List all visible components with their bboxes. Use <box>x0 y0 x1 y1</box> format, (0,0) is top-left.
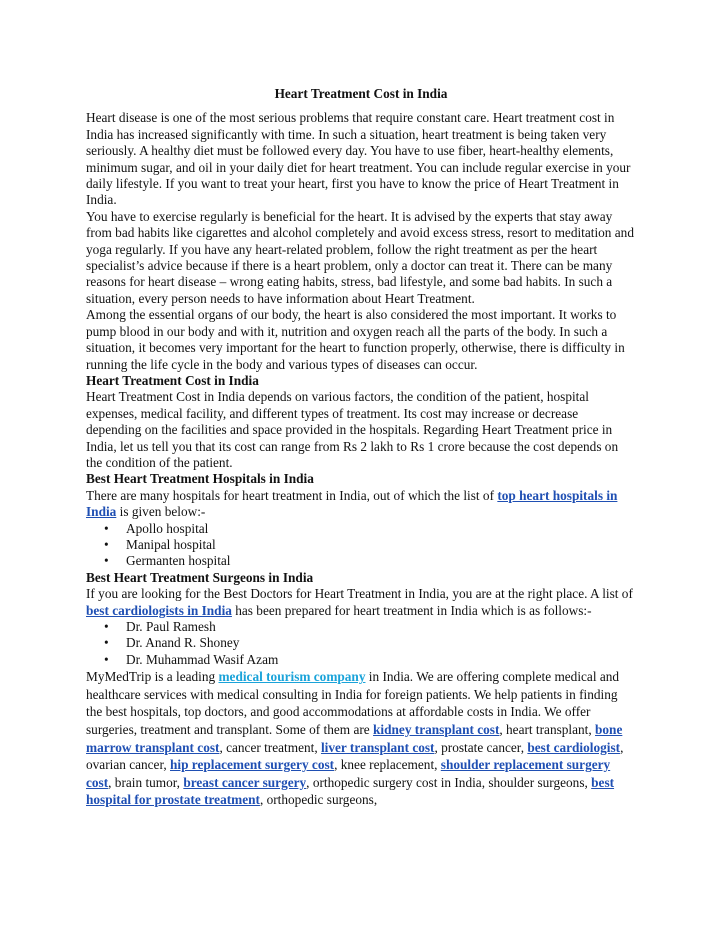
paragraph-hospitals <box>86 488 636 521</box>
closing-text-4: , cancer treatment, <box>219 739 321 755</box>
closing-text-5: , prostate cancer, <box>434 739 528 755</box>
paragraph-surgeons <box>86 586 636 619</box>
closing-text-7: , knee replacement, <box>334 757 441 773</box>
paragraph-cost: Heart Treatment Cost in India depends on various factors, the condition of the patient, hospital expenses, medical facility, and different types of treatment. Its cost may increase or decrease depending on the facilities and space provided in the hospitals. Regarding Heart Treatment price in India, let us tell you that its cost can range from Rs 2 lakh to Rs 1 crore because the cost depends on the condition of the patient. <box>86 389 619 470</box>
paragraph-intro: Heart disease is one of the most serious problems that require constant care. Heart treatment cost in India has increased significantly with time. In such a situation, heart treatment is being taken very seriously. A healthy diet must be followed every day. You have to use fiber, heart-healthy elements, minimum sugar, and oil in your daily diet for heart treatment. You can include regular exercise in your daily lifestyle. If you want to treat your heart, first you have to know the price of Heart Treatment in India. <box>86 110 631 208</box>
paragraph-exercise: You have to exercise regularly is beneficial for the heart. It is advised by the experts that stay away from bad habits like cigarettes and alcohol completely and avoid excess stress, resort to meditation and yoga regularly. If you have any heart-related problem, follow the right treatment as per the heart specialist’s advice because if there is a heart problem, only a doctor can treat it. There can be many reasons for heart disease – wrong eating habits, stress, bad lifestyle, and some bad habits. In such a situation, every person needs to have information about Heart Treatment. <box>86 208 634 306</box>
closing-text-9: , orthopedic surgery cost in India, shoulder surgeons, <box>306 774 592 790</box>
paragraph-organs: Among the essential organs of our body, the heart is also considered the most important. It works to pump blood in our body and with it, nutrition and oxygen reach all the parts of the body. In such a situation, it becomes very important for the heart to function properly, otherwise, there is difficulty in running the life cycle in the body and various types of diseases can occur. <box>86 307 625 372</box>
breast-cancer-surgery-link[interactable]: breast cancer surgery <box>183 774 307 790</box>
list-item: • Dr. Anand R. Shoney <box>126 635 636 651</box>
best-cardiologists-link[interactable]: best cardiologists in India <box>86 602 232 618</box>
closing-text-6: , ovarian cancer, <box>86 739 624 773</box>
kidney-transplant-link[interactable]: kidney transplant cost <box>373 722 500 737</box>
list-item: • Apollo hospital <box>126 521 636 537</box>
closing-text-3: , heart transplant, <box>499 722 596 737</box>
closing-text-1: MyMedTrip is a leading <box>86 669 219 685</box>
hospitals-text-after: is given below:- <box>116 504 206 520</box>
heading-cost: Heart Treatment Cost in India <box>86 372 259 388</box>
shoulder-replacement-link[interactable]: shoulder replacement surgery cost <box>86 757 611 790</box>
paragraph-mymedtrip <box>86 668 636 809</box>
document-title: Heart Treatment Cost in India <box>274 86 448 101</box>
closing-text-10: , orthopedic surgeons, <box>259 792 378 808</box>
closing-text-2: in India. We are offering complete medical and healthcare services with medical consulting in India for foreign patients. We help patients in finding the best hospitals, top doctors, and good accommodations at affordable costs in India. We offer surgeries, treatment and transplant. Some of them are <box>86 669 620 737</box>
top-heart-hospitals-link[interactable]: top heart hospitals in India <box>86 487 618 520</box>
surgeons-text-after: has been prepared for heart treatment in India which is as follows:- <box>231 602 592 618</box>
medical-tourism-link[interactable]: medical tourism company <box>218 669 366 685</box>
list-item: • Germanten hospital <box>126 553 636 569</box>
list-item: • Dr. Muhammad Wasif Azam <box>126 652 636 668</box>
list-item: • Dr. Paul Ramesh <box>126 619 636 635</box>
best-cardiologist-link[interactable]: best cardiologist <box>527 739 621 755</box>
surgeons-text-before: If you are looking for the Best Doctors for Heart Treatment in India, you are at the right place. A list of <box>86 586 633 602</box>
hip-replacement-link[interactable]: hip replacement surgery cost <box>170 757 335 773</box>
heading-surgeons: Best Heart Treatment Surgeons in India <box>86 569 314 585</box>
surgeon-list <box>86 619 636 668</box>
list-item: • Manipal hospital <box>126 537 636 553</box>
prostate-treatment-hospital-link[interactable]: best hospital for prostate treatment <box>86 774 615 808</box>
hospital-list <box>86 521 636 570</box>
heading-hospitals: Best Heart Treatment Hospitals in India <box>86 471 314 487</box>
bone-marrow-transplant-link[interactable]: bone marrow transplant cost <box>86 722 623 755</box>
hospitals-text-before: There are many hospitals for heart treatment in India, out of which the list of <box>86 487 498 503</box>
liver-transplant-link[interactable]: liver transplant cost <box>320 739 435 755</box>
closing-text-8: , brain tumor, <box>108 774 184 790</box>
